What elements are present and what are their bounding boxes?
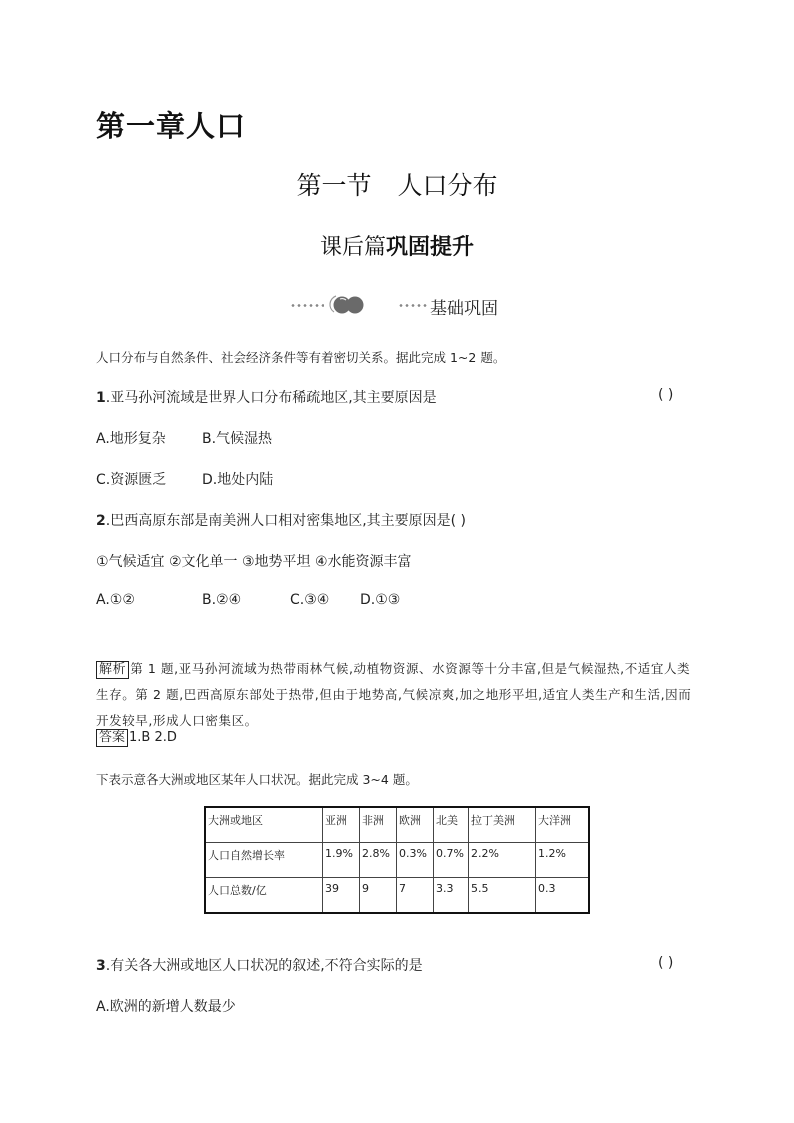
answer (96, 729, 177, 747)
answer-text: 1.B 2.D (129, 730, 177, 745)
question-text: .巴西高原东部是南美洲人口相对密集地区,其主要原因是( ) (105, 513, 467, 529)
question-1 (96, 387, 437, 407)
table-cell: 9 (360, 878, 397, 914)
question-2 (96, 510, 466, 530)
table-header-cell: 欧洲 (397, 807, 434, 843)
table-cell: 1.9% (323, 843, 360, 878)
table-header-row (205, 807, 589, 843)
explanation (96, 656, 696, 734)
table-row (205, 843, 589, 878)
table-header-cell: 大洲或地区 (205, 807, 323, 843)
answer-blank: ( ) (658, 955, 674, 971)
option-c: C.资源匮乏 (96, 472, 167, 488)
table-header-cell: 亚洲 (323, 807, 360, 843)
sub-title-normal: 课后篇 (319, 235, 386, 260)
answer-tag: 答案 (96, 729, 128, 747)
table-cell: 人口自然增长率 (205, 843, 323, 878)
explanation-text: 第 1 题,亚马孙河流域为热带雨林气候,动植物资源、水资源等十分丰富,但是气候湿热,不适宜人类生存。第 2 题,巴西高原东部处于热带,但由于地势高,气候凉爽,加之地形平坦,适宜人类生产和生活,因而开发较早,形成人口密集区。 (96, 661, 692, 728)
question-text: .亚马孙河流域是世界人口分布稀疏地区,其主要原因是 (105, 390, 437, 406)
table-header-cell: 非洲 (360, 807, 397, 843)
section-number: 第一节 (296, 171, 372, 200)
table-header-cell: 拉丁美洲 (469, 807, 536, 843)
table-row (205, 878, 589, 914)
option-a: A.地形复杂 (96, 431, 166, 447)
intro-text-1: 人口分布与自然条件、社会经济条件等有着密切关系。据此完成 1~2 题。 (96, 350, 506, 365)
banner-label: 基础巩固 (430, 299, 498, 319)
option-a: A.①② (96, 592, 135, 608)
table-cell: 3.3 (434, 878, 469, 914)
double-circle-icon (326, 292, 368, 318)
table-header-cell: 大洋洲 (536, 807, 590, 843)
option-a: A.欧洲的新增人数最少 (96, 999, 236, 1015)
sub-title-bold: 巩固提升 (386, 235, 475, 260)
intro-text-2: 下表示意各大洲或地区某年人口状况。据此完成 3~4 题。 (96, 772, 418, 787)
table-cell: 2.2% (469, 843, 536, 878)
table-cell: 0.3 (536, 878, 590, 914)
table-cell: 1.2% (536, 843, 590, 878)
answer-blank: ( ) (658, 387, 674, 403)
chapter-title: 第一章人口 (96, 109, 247, 143)
question-text: .有关各大洲或地区人口状况的叙述,不符合实际的是 (105, 958, 423, 974)
dotted-line-icon (290, 304, 324, 307)
table-header-cell: 北美 (434, 807, 469, 843)
question-statements: ①气候适宜 ②文化单一 ③地势平坦 ④水能资源丰富 (96, 554, 412, 570)
table-cell: 39 (323, 878, 360, 914)
explanation-tag: 解析 (96, 661, 129, 679)
option-b: B.气候湿热 (202, 431, 273, 447)
option-d: D.地处内陆 (202, 472, 274, 488)
dotted-line-icon (398, 304, 428, 307)
question-number: 2 (96, 513, 106, 529)
table-cell: 人口总数/亿 (205, 878, 323, 914)
question-3 (96, 955, 423, 975)
table-cell: 0.3% (397, 843, 434, 878)
sub-title (0, 230, 794, 261)
section-title (0, 166, 794, 202)
table-cell: 5.5 (469, 878, 536, 914)
question-number: 1 (96, 390, 106, 406)
table-cell: 7 (397, 878, 434, 914)
table-cell: 2.8% (360, 843, 397, 878)
option-c: C.③④ (290, 592, 330, 608)
section-name: 人口分布 (397, 171, 498, 200)
table-cell: 0.7% (434, 843, 469, 878)
section-banner (284, 290, 544, 320)
question-number: 3 (96, 958, 106, 974)
option-d: D.①③ (360, 592, 401, 608)
option-b: B.②④ (202, 592, 242, 608)
population-table (204, 806, 590, 914)
